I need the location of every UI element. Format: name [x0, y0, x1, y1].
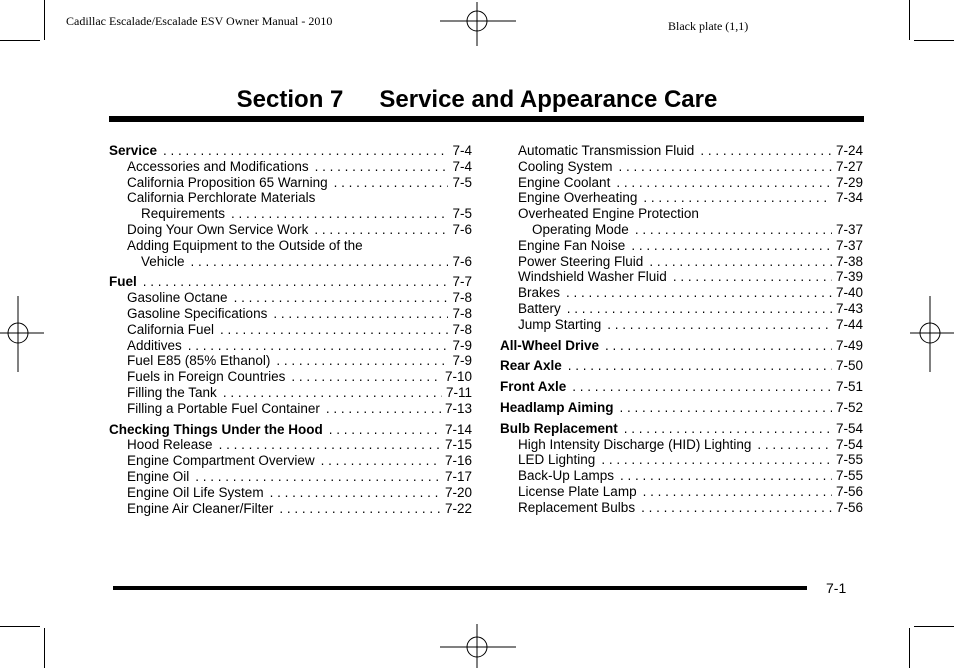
- toc-entry-label: Engine Overheating: [518, 190, 638, 206]
- dot-leader: [191, 254, 449, 270]
- toc-entry-page: 7-37: [835, 221, 863, 237]
- toc-entry-label: Fuels in Foreign Countries: [127, 369, 286, 385]
- dot-leader: [270, 485, 441, 501]
- toc-entry[interactable]: [109, 238, 472, 254]
- toc-section-entry[interactable]: [500, 338, 863, 354]
- toc-entry-label: Engine Oil: [127, 468, 190, 484]
- dot-leader: [291, 369, 441, 385]
- plate-label: Black plate (1,1): [668, 19, 749, 33]
- toc-entry-label: Fuel E85 (85% Ethanol): [127, 353, 271, 369]
- toc-entry-label: Battery: [518, 300, 561, 316]
- toc-entry[interactable]: [500, 190, 863, 206]
- toc-entry-label: Jump Starting: [518, 316, 602, 332]
- toc-entry[interactable]: [500, 238, 863, 254]
- toc-entry-page: 7-34: [835, 190, 863, 206]
- dot-leader: [223, 385, 442, 401]
- toc-entry[interactable]: [109, 159, 472, 175]
- toc-section-entry[interactable]: [500, 358, 863, 374]
- toc-entry-page: 7-9: [452, 337, 472, 353]
- toc-entry-page: 7-54: [835, 420, 863, 436]
- toc-entry-label: California Fuel: [127, 321, 215, 337]
- toc-entry-label: Bulb Replacement: [500, 420, 618, 436]
- toc-entry-label: Rear Axle: [500, 358, 562, 374]
- section-title: Service and Appearance Care: [379, 86, 718, 113]
- toc-entry-label: Vehicle: [141, 253, 185, 269]
- toc-entry-label: Back-Up Lamps: [518, 468, 615, 484]
- registration-mark-left: [0, 296, 44, 372]
- toc-section-entry[interactable]: [109, 274, 472, 290]
- toc-entry[interactable]: [500, 175, 863, 191]
- dot-leader: [643, 484, 832, 500]
- page-number: 7-1: [826, 580, 847, 596]
- toc-entry-label: Service: [109, 143, 158, 158]
- dot-leader: [279, 501, 441, 517]
- toc-entry-label: California Perchlorate Materials: [127, 190, 316, 206]
- toc-entry[interactable]: [500, 206, 863, 222]
- toc-entry[interactable]: [109, 254, 472, 270]
- toc-entry-page: 7-10: [444, 369, 472, 385]
- toc-entry[interactable]: [500, 500, 863, 516]
- toc-entry-page: 7-16: [444, 453, 472, 469]
- section-heading: [0, 86, 954, 114]
- toc-entry[interactable]: [109, 453, 472, 469]
- toc-entry-page: 7-6: [452, 221, 472, 237]
- toc-entry-label: California Proposition 65 Warning: [127, 174, 328, 190]
- dot-leader: [601, 452, 832, 468]
- dot-leader: [572, 379, 832, 395]
- toc-entry[interactable]: [500, 159, 863, 175]
- toc-entry-label: License Plate Lamp: [518, 483, 637, 499]
- toc-entry-page: 7-51: [835, 379, 863, 395]
- manual-title: Cadillac Escalade/Escalade ESV Owner Manual - 2010: [66, 14, 333, 28]
- toc-entry-page: 7-5: [452, 206, 472, 222]
- toc-entry[interactable]: [500, 468, 863, 484]
- section-rule: [109, 116, 864, 122]
- toc-entry-label: All-Wheel Drive: [500, 337, 600, 353]
- toc-entry-page: 7-4: [452, 143, 472, 158]
- toc-entry[interactable]: [109, 437, 472, 453]
- dot-leader: [329, 422, 441, 438]
- toc-entry[interactable]: [109, 306, 472, 322]
- toc-entry-label: Overheated Engine Protection: [518, 206, 699, 222]
- toc-entry[interactable]: [109, 369, 472, 385]
- crop-mark: [44, 0, 45, 40]
- toc-entry-label: Front Axle: [500, 379, 567, 395]
- toc-entry-label: Filling the Tank: [127, 384, 217, 400]
- toc-entry[interactable]: [109, 469, 472, 485]
- toc-entry-label: Filling a Portable Fuel Container: [127, 400, 320, 416]
- toc-section-entry[interactable]: [500, 400, 863, 416]
- toc-section-entry[interactable]: [500, 421, 863, 437]
- toc-entry-page: 7-15: [444, 437, 472, 453]
- dot-leader: [616, 175, 832, 191]
- toc-section-entry[interactable]: [109, 422, 472, 438]
- dot-leader: [188, 338, 449, 354]
- toc-entry-label: Requirements: [141, 206, 226, 222]
- toc-entry[interactable]: [500, 222, 863, 238]
- dot-leader: [219, 437, 441, 453]
- toc-entry-page: 7-37: [835, 237, 863, 253]
- toc-entry[interactable]: [109, 338, 472, 354]
- toc-entry-page: 7-49: [835, 337, 863, 353]
- toc-entry-label: Doing Your Own Service Work: [127, 221, 309, 237]
- dot-leader: [635, 222, 832, 238]
- dot-leader: [314, 222, 448, 238]
- dot-leader: [568, 358, 832, 374]
- toc-entry-page: 7-11: [445, 384, 472, 400]
- toc-entry-page: 7-56: [835, 483, 863, 499]
- toc-entry-page: 7-54: [835, 436, 863, 452]
- toc-entry-label: Headlamp Aiming: [500, 399, 614, 415]
- toc-entry-label: Hood Release: [127, 437, 213, 453]
- dot-leader: [143, 274, 449, 290]
- toc-entry[interactable]: [500, 285, 863, 301]
- dot-leader: [643, 190, 832, 206]
- toc-entry-page: 7-24: [835, 143, 863, 158]
- toc-right-column: [500, 143, 863, 516]
- toc-entry[interactable]: [109, 206, 472, 222]
- toc-entry[interactable]: [500, 452, 863, 468]
- toc-entry[interactable]: [500, 301, 863, 317]
- dot-leader: [334, 175, 449, 191]
- toc-entry-page: 7-27: [835, 158, 863, 174]
- dot-leader: [631, 238, 832, 254]
- toc-entry-label: Gasoline Specifications: [127, 305, 268, 321]
- toc-entry[interactable]: [109, 401, 472, 417]
- toc-entry[interactable]: [500, 143, 863, 159]
- toc-entry-page: 7-7: [452, 274, 472, 290]
- toc-entry-label: Engine Oil Life System: [127, 484, 264, 500]
- toc-entry-page: 7-52: [835, 399, 863, 415]
- registration-mark-top: [440, 2, 516, 46]
- dot-leader: [619, 159, 832, 175]
- toc-entry[interactable]: [109, 175, 472, 191]
- toc-entry-label: Additives: [127, 337, 182, 353]
- toc-entry-label: Engine Fan Noise: [518, 237, 626, 253]
- dot-leader: [231, 206, 448, 222]
- toc-entry-label: Engine Compartment Overview: [127, 453, 315, 469]
- toc-entry-page: 7-20: [444, 484, 472, 500]
- toc-entry[interactable]: [109, 322, 472, 338]
- footer-rule: [113, 586, 807, 590]
- toc-entry-page: 7-8: [452, 290, 472, 306]
- dot-leader: [607, 317, 832, 333]
- toc-entry-label: Automatic Transmission Fluid: [518, 143, 695, 158]
- crop-mark: [914, 40, 954, 41]
- toc-entry-label: Accessories and Modifications: [127, 158, 309, 174]
- toc-entry-page: 7-8: [452, 305, 472, 321]
- toc-entry-label: Gasoline Octane: [127, 290, 228, 306]
- toc-entry-label: Cooling System: [518, 158, 613, 174]
- dot-leader: [673, 269, 832, 285]
- toc-entry-label: Adding Equipment to the Outside of the: [127, 237, 363, 253]
- dot-leader: [326, 401, 441, 417]
- toc-entry[interactable]: [500, 437, 863, 453]
- toc-section-entry[interactable]: [500, 379, 863, 395]
- toc-entry-page: 7-22: [444, 500, 472, 516]
- toc-entry[interactable]: [109, 501, 472, 517]
- crop-mark: [909, 628, 910, 668]
- crop-mark: [914, 626, 954, 627]
- dot-leader: [624, 421, 832, 437]
- toc-entry-page: 7-44: [835, 316, 863, 332]
- dot-leader: [273, 306, 448, 322]
- toc-entry-page: 7-40: [835, 285, 863, 301]
- dot-leader: [315, 159, 449, 175]
- toc-entry-page: 7-13: [444, 400, 472, 416]
- toc-entry-label: Engine Air Cleaner/Filter: [127, 500, 274, 516]
- dot-leader: [163, 143, 448, 159]
- dot-leader: [641, 500, 832, 516]
- toc-entry-page: 7-5: [452, 174, 472, 190]
- toc-entry[interactable]: [109, 353, 472, 369]
- section-number: Section 7: [236, 86, 344, 113]
- toc-entry[interactable]: [500, 254, 863, 270]
- toc-entry-page: 7-4: [452, 158, 472, 174]
- toc-entry-page: 7-6: [452, 253, 472, 269]
- toc-entry[interactable]: [500, 269, 863, 285]
- dot-leader: [700, 143, 832, 159]
- toc-left-column: [109, 143, 472, 516]
- toc-entry[interactable]: [109, 485, 472, 501]
- dot-leader: [620, 400, 832, 416]
- toc-entry-page: 7-38: [835, 253, 863, 269]
- crop-mark: [0, 626, 40, 627]
- toc-entry-page: 7-55: [835, 468, 863, 484]
- toc-entry-label: Checking Things Under the Hood: [109, 421, 323, 437]
- dot-leader: [321, 453, 441, 469]
- toc-section-entry[interactable]: [109, 143, 472, 159]
- registration-mark-right: [910, 296, 954, 372]
- toc-entry-page: 7-43: [835, 300, 863, 316]
- toc-entry-label: Operating Mode: [532, 221, 629, 237]
- dot-leader: [220, 322, 448, 338]
- dot-leader: [649, 254, 832, 270]
- toc-entry-label: Fuel: [109, 274, 137, 290]
- crop-mark: [0, 40, 40, 41]
- toc-entry[interactable]: [109, 190, 472, 206]
- crop-mark: [44, 628, 45, 668]
- toc-entry-label: Brakes: [518, 285, 561, 301]
- dot-leader: [757, 437, 832, 453]
- toc-entry-page: 7-29: [835, 174, 863, 190]
- toc-entry-label: High Intensity Discharge (HID) Lighting: [518, 436, 752, 452]
- toc-entry[interactable]: [109, 385, 472, 401]
- toc-entry-page: 7-9: [452, 353, 472, 369]
- dot-leader: [234, 290, 449, 306]
- dot-leader: [195, 469, 441, 485]
- toc-entry-page: 7-55: [835, 452, 863, 468]
- toc-entry-page: 7-39: [835, 269, 863, 285]
- toc-entry[interactable]: [109, 222, 472, 238]
- toc-entry-page: 7-50: [835, 358, 863, 374]
- toc-entry-label: Replacement Bulbs: [518, 499, 636, 515]
- toc-entry[interactable]: [500, 317, 863, 333]
- dot-leader: [567, 301, 832, 317]
- dot-leader: [620, 468, 832, 484]
- toc-entry[interactable]: [500, 484, 863, 500]
- toc-entry-page: 7-14: [444, 421, 472, 437]
- dot-leader: [276, 353, 448, 369]
- toc-entry-label: LED Lighting: [518, 452, 596, 468]
- toc-entry-page: 7-17: [444, 468, 472, 484]
- dot-leader: [605, 338, 832, 354]
- toc-entry-page: 7-8: [452, 321, 472, 337]
- toc-entry-page: 7-56: [835, 499, 863, 515]
- dot-leader: [566, 285, 832, 301]
- toc-entry[interactable]: [109, 290, 472, 306]
- toc-entry-label: Windshield Washer Fluid: [518, 269, 667, 285]
- toc-entry-label: Power Steering Fluid: [518, 253, 644, 269]
- registration-mark-bottom: [440, 624, 516, 668]
- toc-entry-label: Engine Coolant: [518, 174, 611, 190]
- crop-mark: [909, 0, 910, 40]
